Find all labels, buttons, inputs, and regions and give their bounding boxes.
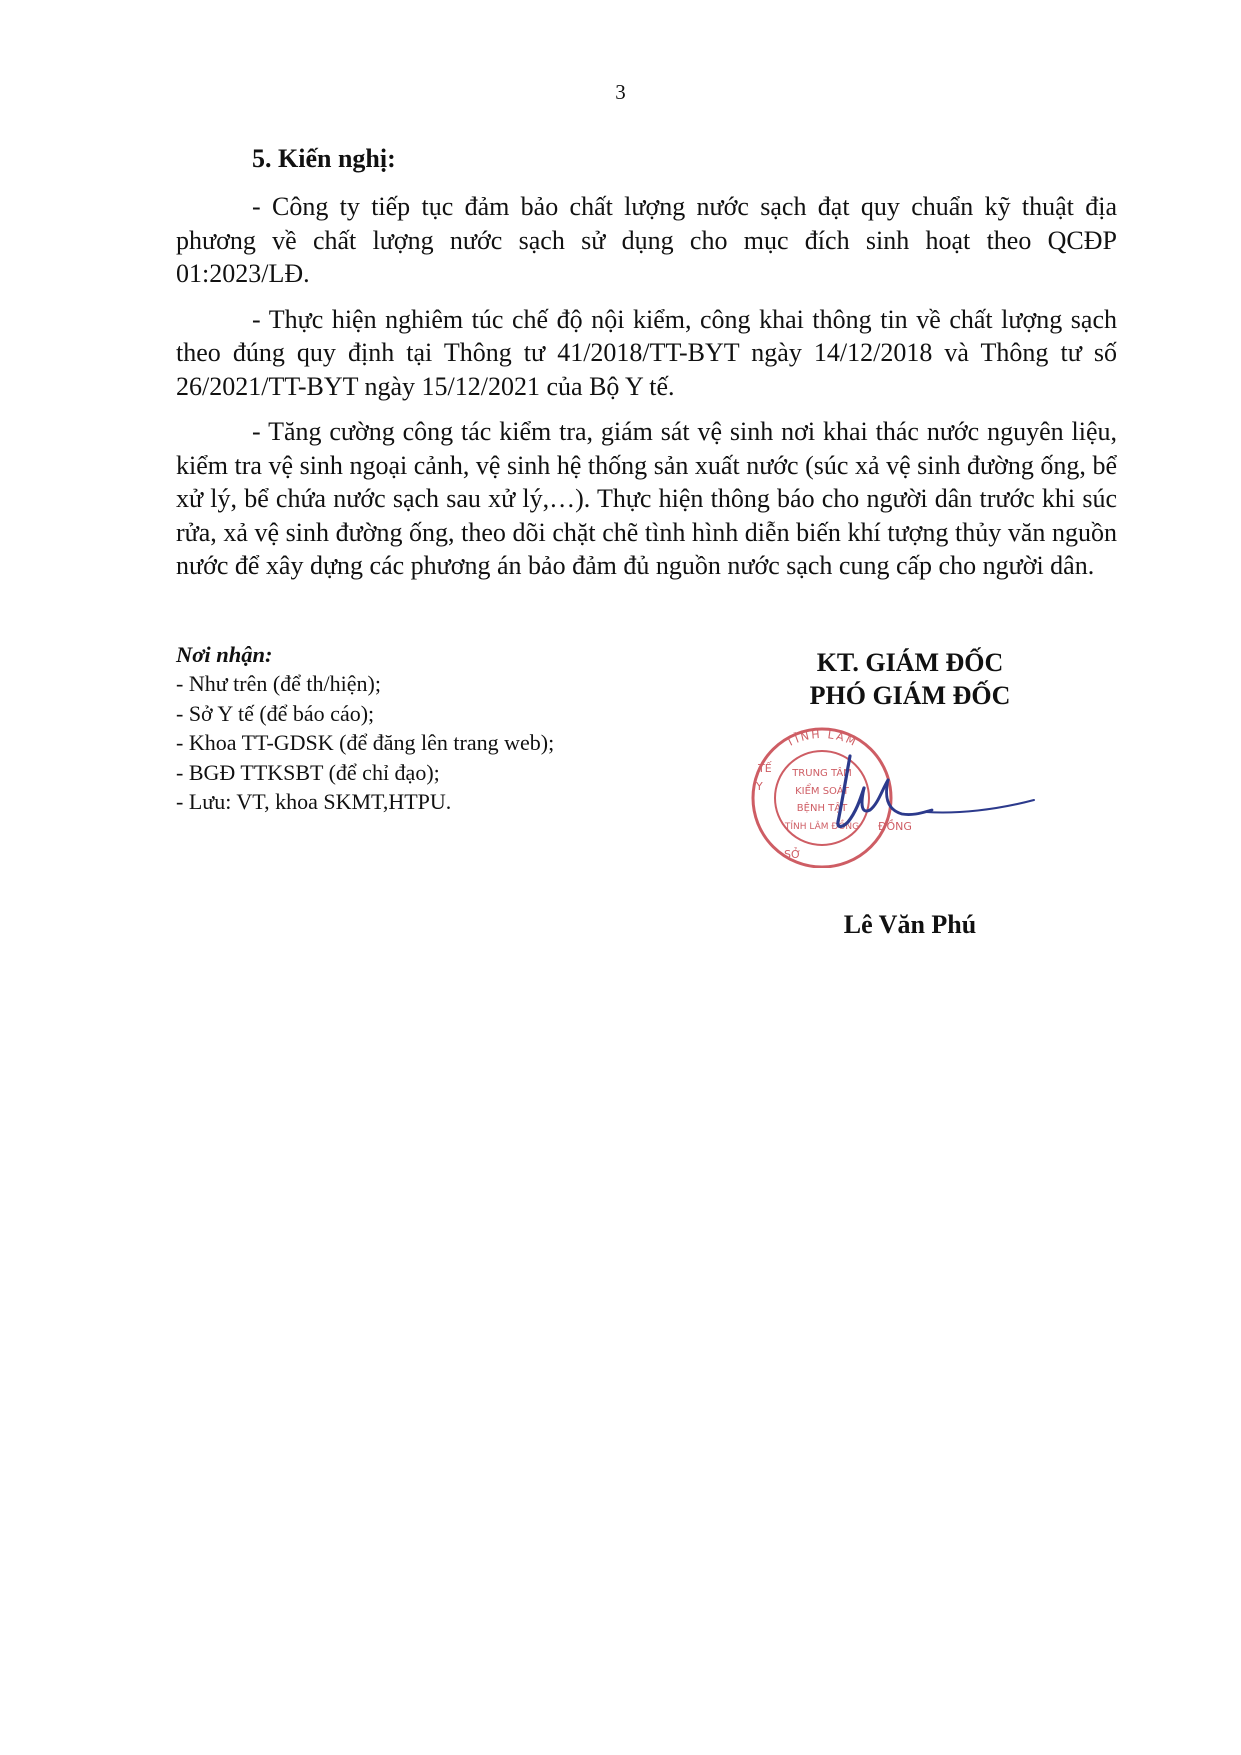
svg-text:ĐỒNG: ĐỒNG bbox=[878, 820, 912, 833]
page-number: 3 bbox=[615, 80, 626, 104]
svg-text:SỞ: SỞ bbox=[784, 848, 802, 861]
svg-text:TRUNG TÂM: TRUNG TÂM bbox=[792, 768, 852, 779]
svg-text:TẾ: TẾ bbox=[758, 762, 772, 775]
signer-name: Lê Văn Phú bbox=[843, 910, 977, 939]
svg-text:Y: Y bbox=[756, 780, 763, 793]
recipient-item: - Lưu: VT, khoa SKMT,HTPU. bbox=[176, 789, 452, 814]
recipient-item: - Khoa TT-GDSK (để đăng lên trang web); bbox=[176, 730, 555, 755]
paragraph-3: - Tăng cường công tác kiểm tra, giám sát vệ sinh nơi khai thác nước nguyên liệu, kiểm tra vệ sinh ngoại cảnh, vệ sinh hệ thống sản xuất nước (súc xả vệ sinh đường ống, bể xử lý, bể chứa nước sạch sau xử lý,…). Thực hiện thông báo cho người dân trước khi súc rửa, xả vệ sinh đường ống, theo dõi chặt chẽ tình hình diễn biến khí tượng thủy văn nguồn nước để xây dựng các phương án bảo đảm đủ nguồn nước sạch cung cấp cho người dân. bbox=[176, 417, 1117, 580]
recipient-item: - Như trên (để th/hiện); bbox=[176, 671, 381, 696]
svg-text:BỆNH TẬT: BỆNH TẬT bbox=[796, 803, 848, 814]
recipient-item: - BGĐ TTKSBT (để chỉ đạo); bbox=[176, 759, 440, 785]
main-content bbox=[176, 142, 1117, 595]
paragraph-1: - Công ty tiếp tục đảm bảo chất lượng nước sạch đạt quy chuẩn kỹ thuật địa phương về chất lượng nước sạch sử dụng cho mục đích sinh hoạt theo QCĐP 01:2023/LĐ. bbox=[176, 192, 1117, 288]
paragraph-2: - Thực hiện nghiêm túc chế độ nội kiểm, công khai thông tin về chất lượng sạch theo đúng quy định tại Thông tư 41/2018/TT-BYT ngày 14/12/2018 và Thông tư số 26/2021/TT-BYT ngày 15/12/2021 của Bộ Y tế. bbox=[176, 304, 1117, 401]
signature-title: KT. GIÁM ĐỐC bbox=[816, 648, 1004, 677]
recipients-block bbox=[176, 641, 696, 817]
recipient-item: - Sở Y tế (để báo cáo); bbox=[176, 700, 375, 726]
signature-block bbox=[760, 646, 1060, 712]
section-heading: 5. Kiến nghị: bbox=[252, 144, 396, 173]
recipients-title: Nơi nhận: bbox=[176, 642, 273, 667]
official-stamp bbox=[738, 718, 1043, 868]
svg-text:TỈNH LÂM ĐỒNG: TỈNH LÂM ĐỒNG bbox=[784, 822, 860, 832]
svg-text:TỈNH LÂM: TỈNH LÂM bbox=[784, 727, 860, 750]
svg-text:KIỂM SOÁT: KIỂM SOÁT bbox=[795, 786, 849, 797]
signature-subtitle: PHÓ GIÁM ĐỐC bbox=[809, 681, 1011, 710]
handwritten-signature bbox=[838, 756, 1034, 827]
